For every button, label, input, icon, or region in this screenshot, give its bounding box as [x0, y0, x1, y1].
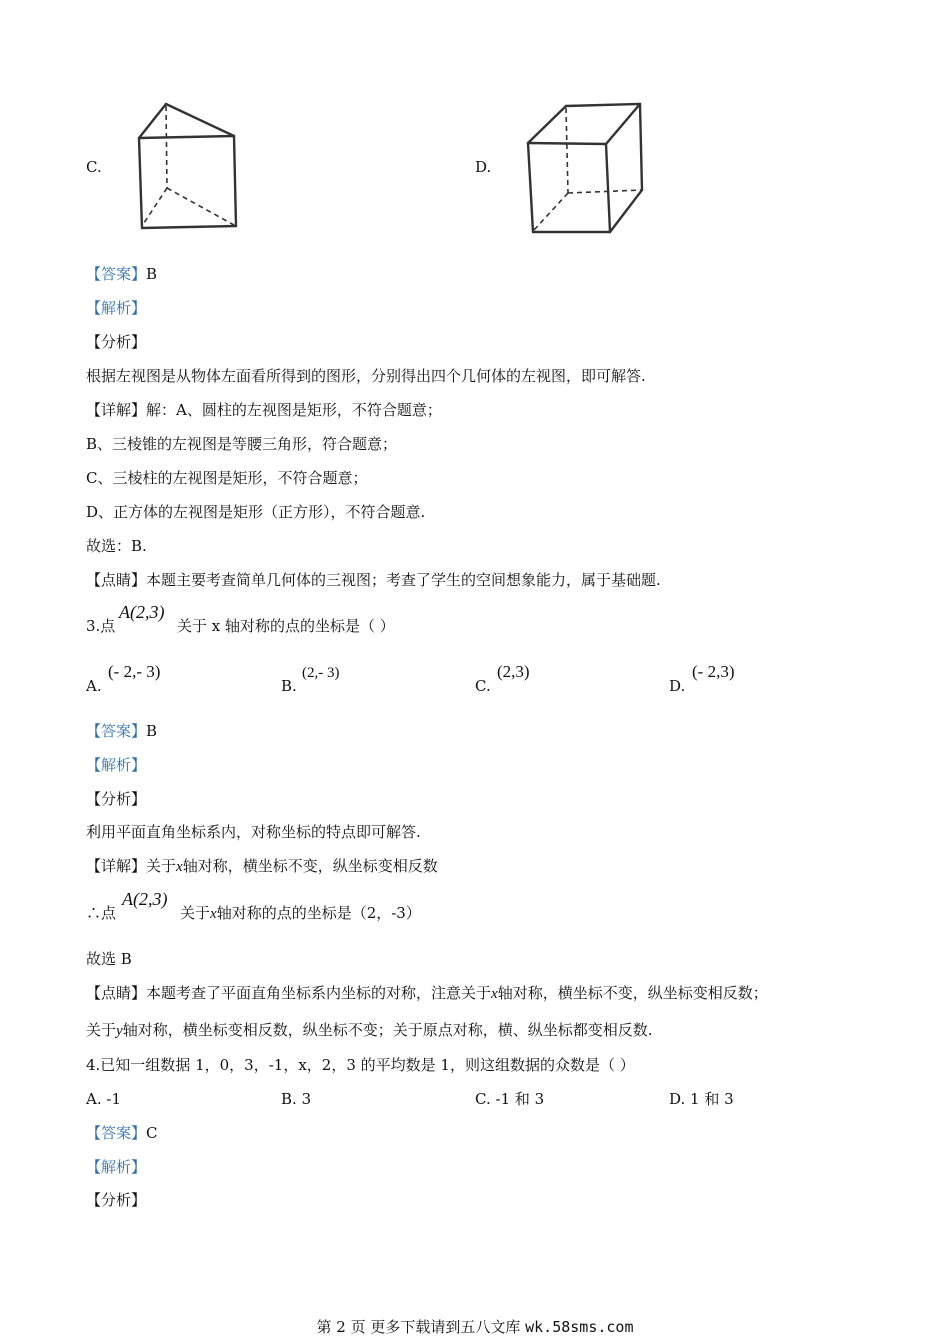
- therefore-text: 轴对称的点的坐标是（2，-3）: [216, 904, 421, 922]
- q3-stem-prefix: 3.点: [86, 617, 116, 635]
- choose-line: 故选 B: [86, 950, 132, 968]
- comment-line: [86, 983, 768, 1004]
- answer-value: B: [146, 722, 158, 740]
- triangular-prism-figure: [130, 98, 245, 238]
- q3-option-c-label: C.: [475, 677, 491, 695]
- q4-answer-line: [86, 1123, 158, 1143]
- q3-option-d-label: D.: [669, 677, 686, 695]
- therefore-text: 关于: [180, 904, 211, 922]
- comment-text: 关于: [86, 1021, 117, 1039]
- q3-option-c-value: (2,3): [497, 662, 530, 681]
- q3-stem-suffix: 关于 x 轴对称的点的坐标是（ ）: [177, 617, 395, 635]
- therefore-prefix: ∴点: [86, 904, 117, 922]
- option-value: -1 和 3: [495, 1090, 545, 1108]
- fenxi-tag: 【分析】: [86, 333, 147, 351]
- detail-text: 轴对称，横坐标不变，纵坐标变相反数: [182, 857, 438, 875]
- analysis-tag: 【解析】: [86, 1158, 147, 1176]
- option-value: -1: [106, 1090, 122, 1108]
- q3-option-d-value: (- 2,3): [692, 662, 735, 681]
- fenxi-tag: 【分析】: [86, 790, 147, 808]
- q3-point: A(2,3): [119, 602, 165, 622]
- comment-line-2: [86, 1020, 652, 1041]
- option-value: 1 和 3: [690, 1090, 734, 1108]
- math-x: x: [176, 859, 183, 875]
- detail-line-c: C、三棱柱的左视图是矩形，不符合题意；: [86, 469, 368, 487]
- page-footer: [0, 1316, 950, 1337]
- cube-figure: [518, 98, 698, 240]
- comment-tag: 【点睛】: [86, 571, 147, 589]
- detail-line-d: D、正方体的左视图是矩形（正方形），不符合题意.: [86, 503, 426, 521]
- answer-tag: 【答案】: [86, 265, 147, 283]
- q3-option-b-label: B.: [281, 677, 297, 695]
- option-c-label: C.: [86, 158, 102, 176]
- option-value: 3: [301, 1090, 312, 1108]
- q4-option-c: [475, 1089, 544, 1109]
- q2-answer-line: [86, 264, 157, 284]
- option-label: D.: [669, 1090, 686, 1108]
- q3-option-a-label: A.: [86, 677, 102, 695]
- detail-line-b: B、三棱锥的左视图是等腰三角形，符合题意；: [86, 435, 398, 453]
- comment-text: 本题考查了平面直角坐标系内坐标的对称，注意关于: [146, 984, 492, 1002]
- answer-tag: 【答案】: [86, 722, 147, 740]
- therefore-line: [180, 903, 421, 924]
- option-label: A.: [86, 1090, 102, 1108]
- q4-option-d: [669, 1089, 734, 1109]
- fenxi-text: 利用平面直角坐标系内，对称坐标的特点即可解答.: [86, 823, 421, 841]
- q4-option-b: [281, 1089, 311, 1109]
- q3-answer-line: [86, 721, 157, 741]
- analysis-tag: 【解析】: [86, 756, 147, 774]
- footer-site-link[interactable]: wk.58sms.com: [525, 1318, 634, 1336]
- q4-stem: 4.已知一组数据 1，0，3，-1，x，2，3 的平均数是 1，则这组数据的众数是（ ）: [86, 1056, 635, 1074]
- footer-page: 第 2 页 更多下载请到五八文库: [316, 1318, 521, 1336]
- choose-line: 故选：B.: [86, 537, 147, 555]
- detail-line: [86, 856, 438, 877]
- q3-option-b-value: (2,- 3): [302, 665, 340, 681]
- q3-option-a-value: (- 2,- 3): [108, 662, 161, 681]
- q4-option-a: [86, 1089, 121, 1109]
- detail-tag: 【详解】: [86, 857, 147, 875]
- analysis-tag: 【解析】: [86, 299, 147, 317]
- detail-tag: 【详解】: [86, 401, 147, 419]
- answer-tag: 【答案】: [86, 1124, 147, 1142]
- detail-text: 关于: [146, 857, 177, 875]
- fenxi-tag: 【分析】: [86, 1191, 147, 1209]
- fenxi-text: 根据左视图是从物体左面看所得到的图形，分别得出四个几何体的左视图，即可解答.: [86, 367, 646, 385]
- comment-line: [86, 570, 661, 590]
- option-label: B.: [281, 1090, 297, 1108]
- answer-value: C: [146, 1124, 158, 1142]
- math-y: y: [116, 1023, 123, 1039]
- therefore-point: A(2,3): [122, 889, 168, 909]
- detail-text: 解：A、圆柱的左视图是矩形，不符合题意；: [146, 401, 442, 419]
- option-d-label: D.: [475, 158, 492, 176]
- comment-text: 轴对称，横坐标变相反数，纵坐标不变；关于原点对称，横、纵坐标都变相反数.: [122, 1021, 653, 1039]
- option-label: C.: [475, 1090, 491, 1108]
- math-x: x: [210, 906, 217, 922]
- comment-tag: 【点睛】: [86, 984, 147, 1002]
- comment-text: 轴对称，横坐标不变，纵坐标变相反数；: [497, 984, 768, 1002]
- math-x: x: [491, 986, 498, 1002]
- comment-text: 本题主要考查简单几何体的三视图；考查了学生的空间想象能力，属于基础题.: [146, 571, 661, 589]
- detail-line: [86, 400, 442, 420]
- answer-value: B: [146, 265, 158, 283]
